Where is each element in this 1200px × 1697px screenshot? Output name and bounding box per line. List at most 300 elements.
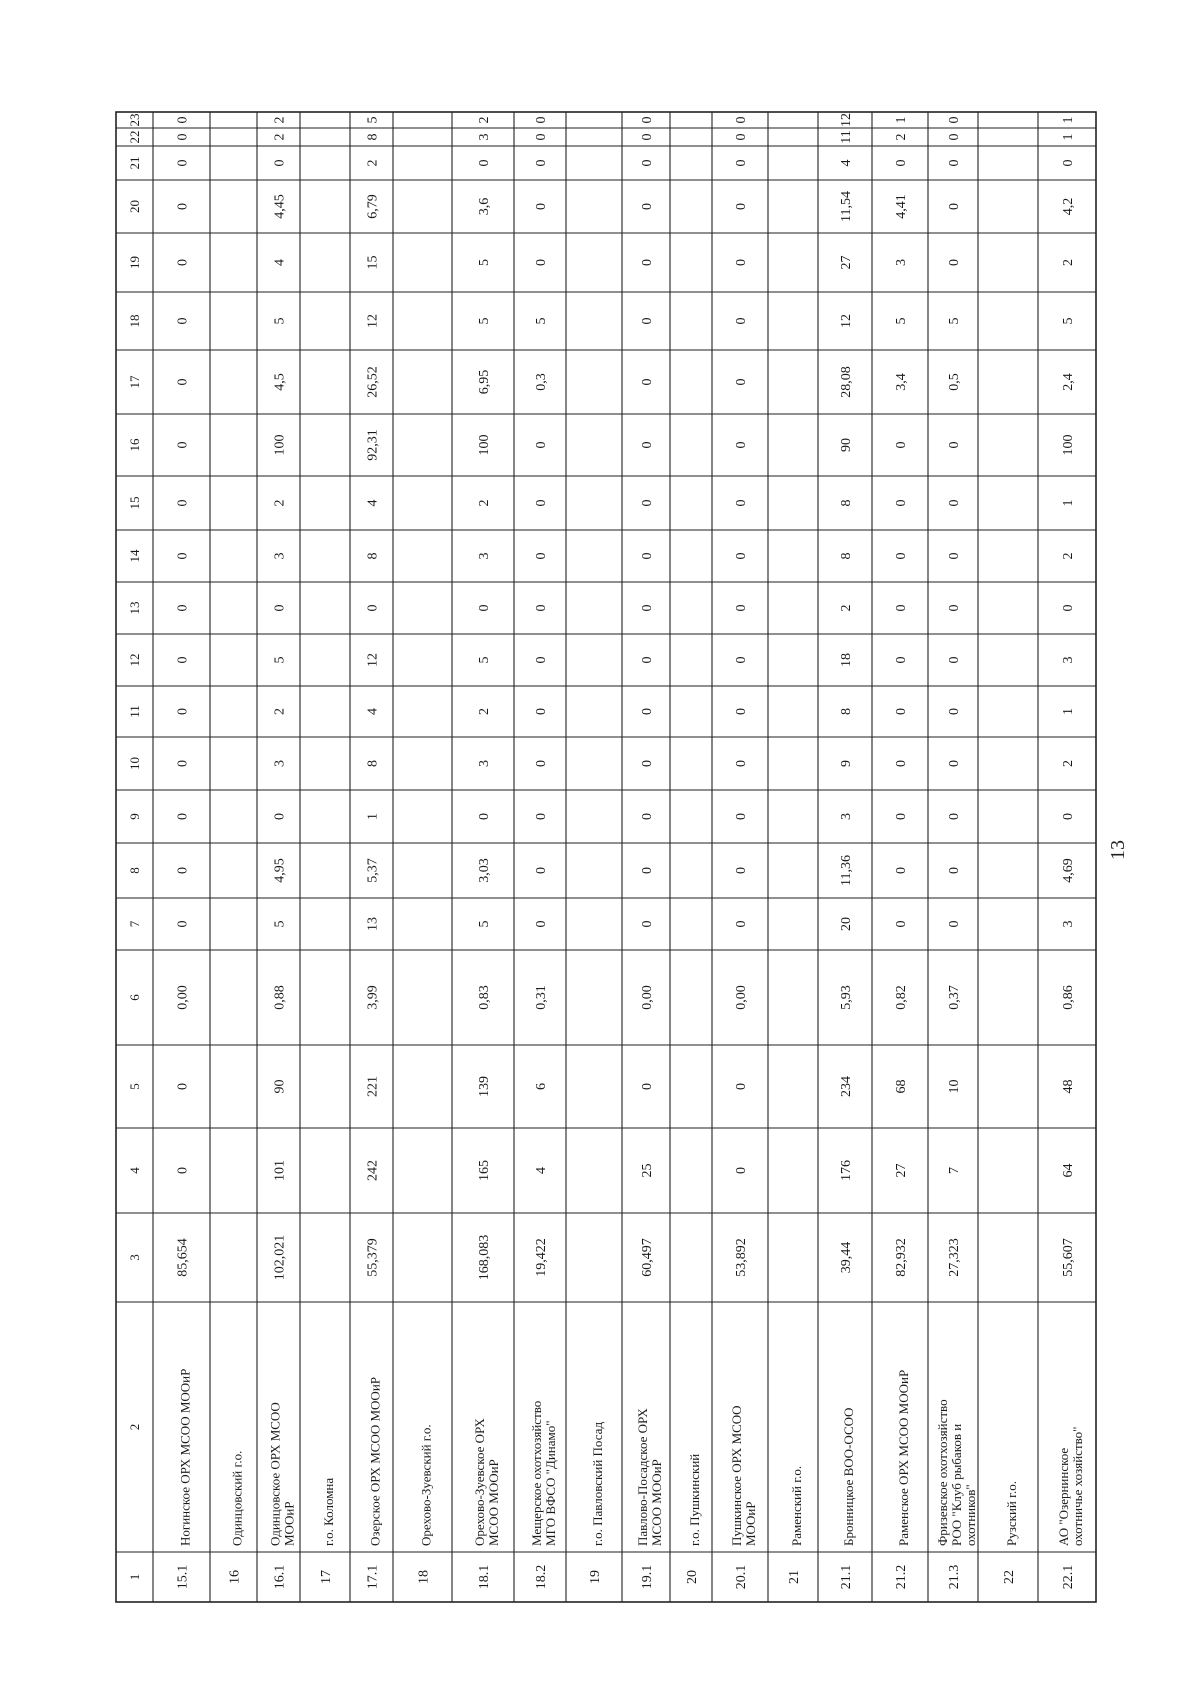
cell-name: Раменский г.о. bbox=[789, 1465, 804, 1546]
column-number: 21 bbox=[127, 156, 143, 170]
cell-value: 0 bbox=[175, 867, 191, 874]
cell-value: 0 bbox=[175, 813, 191, 820]
cell-value: 6 bbox=[533, 1083, 549, 1090]
cell-value: 12 bbox=[365, 314, 381, 328]
cell-value: 92,31 bbox=[365, 429, 381, 461]
header-row bbox=[127, 114, 142, 1581]
cell-value: 1 bbox=[1060, 499, 1076, 507]
cell-value: 0 bbox=[733, 552, 749, 560]
cell-value: 0 bbox=[175, 1083, 191, 1090]
cell-value: 0 bbox=[175, 317, 191, 325]
cell-value: 5 bbox=[1060, 317, 1076, 325]
cell-value: 0 bbox=[533, 499, 549, 507]
cell-name: Павлово-Посадское ОРХМСОО МООиР bbox=[635, 1408, 664, 1546]
cell-name: Ногинское ОРХ МСОО МООиР bbox=[177, 1368, 193, 1546]
table-row bbox=[1056, 117, 1085, 1590]
column-number: 5 bbox=[127, 1083, 143, 1090]
cell-name: Бронницкое ВОО-ОСОО bbox=[841, 1407, 856, 1546]
cell-value: 100 bbox=[476, 434, 492, 456]
row-id: 15.1 bbox=[175, 1564, 191, 1590]
cell-value: 0 bbox=[733, 203, 749, 210]
cell-value: 0 bbox=[946, 920, 962, 928]
cell-value: 27,323 bbox=[946, 1238, 962, 1277]
cell-value: 0 bbox=[946, 813, 962, 820]
cell-value: 0 bbox=[639, 867, 655, 874]
cell-value: 5 bbox=[476, 317, 492, 325]
cell-value: 0 bbox=[733, 378, 749, 386]
cell-value: 0,82 bbox=[893, 985, 909, 1010]
cell-value: 221 bbox=[365, 1076, 381, 1097]
cell-name: АО "Озернинскоеохотничье хозяйство" bbox=[1056, 1426, 1085, 1546]
table-row bbox=[685, 1454, 702, 1584]
cell-value: 4,69 bbox=[1060, 858, 1076, 883]
cell-value: 1 bbox=[1060, 116, 1076, 124]
cell-value: 1 bbox=[1060, 133, 1076, 141]
cell-value: 5 bbox=[476, 259, 492, 266]
cell-value: 0 bbox=[533, 656, 549, 664]
cell-value: 2 bbox=[838, 604, 854, 612]
cell-value: 3,4 bbox=[893, 373, 909, 391]
cell-value: 0,5 bbox=[946, 373, 962, 391]
table-row bbox=[635, 117, 664, 1590]
column-number: 18 bbox=[127, 314, 143, 328]
cell-value: 4 bbox=[365, 708, 381, 715]
cell-value: 13 bbox=[365, 917, 381, 931]
cell-value: 0,3 bbox=[533, 373, 549, 391]
cell-value: 6,79 bbox=[365, 194, 381, 219]
cell-value: 4 bbox=[272, 259, 288, 266]
cell-value: 0 bbox=[175, 1167, 191, 1174]
cell-value: 1 bbox=[1060, 708, 1076, 715]
cell-value: 0 bbox=[639, 441, 655, 449]
table-row bbox=[588, 1422, 605, 1584]
table-row bbox=[227, 1451, 244, 1584]
cell-value: 0 bbox=[893, 708, 909, 715]
row-id: 20.1 bbox=[733, 1564, 749, 1590]
cell-value: 2 bbox=[365, 159, 381, 167]
cell-value: 3,03 bbox=[476, 858, 492, 883]
cell-value: 0 bbox=[533, 441, 549, 449]
cell-value: 3 bbox=[272, 552, 288, 560]
cell-value: 27 bbox=[838, 255, 854, 270]
cell-value: 0 bbox=[476, 604, 492, 612]
column-number: 1 bbox=[127, 1573, 143, 1581]
cell-value: 4,45 bbox=[272, 194, 288, 219]
cell-value: 0 bbox=[639, 552, 655, 560]
cell-value: 8 bbox=[365, 760, 381, 767]
column-number: 20 bbox=[127, 200, 143, 213]
cell-value: 5 bbox=[476, 656, 492, 664]
cell-name: Пушкинское ОРХ МСООМООиР bbox=[729, 1405, 758, 1546]
cell-value: 0 bbox=[175, 116, 191, 124]
cell-value: 0 bbox=[733, 116, 749, 124]
cell-value: 15 bbox=[365, 255, 381, 270]
cell-value: 0 bbox=[946, 441, 962, 449]
cell-value: 0 bbox=[639, 813, 655, 820]
cell-value: 101 bbox=[272, 1160, 288, 1181]
cell-value: 0 bbox=[893, 499, 909, 507]
cell-value: 0 bbox=[946, 116, 962, 124]
column-number: 7 bbox=[127, 920, 143, 928]
cell-value: 0 bbox=[175, 378, 191, 386]
column-number: 8 bbox=[127, 867, 143, 874]
cell-value: 11 bbox=[838, 130, 854, 144]
cell-value: 0 bbox=[733, 259, 749, 266]
cell-value: 0,00 bbox=[733, 985, 749, 1010]
cell-value: 2 bbox=[272, 708, 288, 715]
row-id: 17.1 bbox=[365, 1564, 381, 1590]
cell-value: 8 bbox=[838, 552, 854, 560]
cell-value: 9 bbox=[838, 760, 854, 767]
column-number: 2 bbox=[127, 1423, 143, 1431]
cell-value: 0 bbox=[893, 867, 909, 874]
cell-value: 0 bbox=[175, 441, 191, 449]
cell-value: 242 bbox=[365, 1160, 381, 1181]
table-row bbox=[365, 117, 382, 1590]
cell-value: 28,08 bbox=[838, 366, 854, 398]
cell-value: 234 bbox=[838, 1076, 854, 1097]
cell-value: 0 bbox=[639, 604, 655, 612]
cell-value: 3 bbox=[838, 813, 854, 820]
cell-value: 19,422 bbox=[533, 1238, 549, 1277]
cell-value: 0 bbox=[639, 317, 655, 325]
cell-value: 0 bbox=[893, 760, 909, 767]
column-number: 13 bbox=[127, 601, 143, 615]
cell-value: 3 bbox=[476, 552, 492, 560]
cell-value: 0 bbox=[733, 133, 749, 141]
cell-value: 0 bbox=[946, 656, 962, 664]
cell-value: 8 bbox=[365, 133, 381, 141]
cell-name: Одинцовское ОРХ МСООМООиР bbox=[267, 1402, 297, 1546]
column-number: 11 bbox=[127, 705, 143, 718]
cell-value: 1 bbox=[893, 116, 909, 124]
cell-value: 3 bbox=[476, 760, 492, 767]
cell-value: 0 bbox=[365, 604, 381, 612]
cell-value: 5 bbox=[893, 317, 909, 325]
cell-value: 0 bbox=[639, 259, 655, 266]
table-row bbox=[175, 117, 192, 1590]
row-id: 17 bbox=[318, 1570, 334, 1584]
row-id: 20 bbox=[684, 1570, 700, 1584]
column-number: 12 bbox=[127, 653, 143, 667]
cell-value: 100 bbox=[1060, 434, 1076, 456]
row-id: 19 bbox=[587, 1570, 603, 1584]
cell-value: 139 bbox=[476, 1076, 492, 1097]
cell-value: 3,6 bbox=[476, 197, 492, 216]
cell-value: 0 bbox=[733, 1167, 749, 1174]
cell-value: 82,932 bbox=[893, 1238, 909, 1277]
table-border bbox=[116, 112, 1096, 1602]
row-id: 22.1 bbox=[1060, 1564, 1076, 1590]
cell-value: 0 bbox=[476, 813, 492, 820]
cell-value: 4 bbox=[365, 499, 381, 507]
page-number: 13 bbox=[1107, 840, 1129, 860]
cell-value: 2 bbox=[476, 499, 492, 507]
cell-value: 3 bbox=[272, 760, 288, 767]
cell-value: 0,31 bbox=[533, 985, 549, 1010]
cell-value: 0 bbox=[1060, 813, 1076, 820]
cell-value: 2 bbox=[1060, 552, 1076, 560]
cell-value: 100 bbox=[272, 434, 288, 456]
cell-value: 0 bbox=[946, 499, 962, 507]
row-id: 21.3 bbox=[946, 1564, 962, 1590]
cell-name: Одинцовский г.о. bbox=[229, 1450, 245, 1546]
cell-value: 25 bbox=[639, 1163, 655, 1178]
cell-value: 0 bbox=[175, 708, 191, 715]
cell-value: 0 bbox=[1060, 604, 1076, 612]
column-number: 16 bbox=[127, 438, 143, 452]
cell-value: 60,497 bbox=[639, 1238, 655, 1277]
cell-value: 176 bbox=[838, 1160, 854, 1181]
cell-value: 0 bbox=[533, 604, 549, 612]
cell-value: 12 bbox=[838, 113, 854, 127]
cell-value: 0 bbox=[639, 1083, 655, 1090]
table-row bbox=[729, 117, 758, 1590]
cell-value: 0 bbox=[733, 656, 749, 664]
cell-value: 0 bbox=[733, 1083, 749, 1090]
cell-value: 3 bbox=[476, 133, 492, 141]
cell-value: 4,2 bbox=[1060, 197, 1076, 216]
table-row bbox=[319, 1478, 336, 1584]
cell-value: 55,379 bbox=[365, 1238, 381, 1277]
cell-value: 165 bbox=[476, 1160, 492, 1181]
table-row bbox=[529, 117, 558, 1590]
cell-value: 90 bbox=[272, 1079, 288, 1094]
cell-value: 1 bbox=[365, 813, 381, 820]
cell-value: 0 bbox=[533, 708, 549, 715]
cell-name: г.о. Пушкинский bbox=[687, 1453, 702, 1546]
cell-value: 0 bbox=[533, 203, 549, 210]
cell-value: 85,654 bbox=[175, 1238, 191, 1277]
cell-value: 0 bbox=[1060, 159, 1076, 167]
cell-value: 0 bbox=[946, 867, 962, 874]
column-number: 14 bbox=[127, 549, 143, 563]
cell-value: 0 bbox=[946, 760, 962, 767]
cell-value: 26,52 bbox=[365, 366, 381, 398]
cell-name: Орехово-Зуевский г.о. bbox=[418, 1424, 434, 1546]
cell-name: Озерское ОРХ МСОО МООиР bbox=[367, 1376, 383, 1546]
cell-value: 0 bbox=[946, 604, 962, 612]
column-number: 6 bbox=[127, 994, 143, 1001]
column-number: 9 bbox=[127, 813, 143, 820]
cell-value: 4,5 bbox=[272, 373, 288, 391]
row-id: 21.2 bbox=[893, 1564, 909, 1590]
cell-value: 5 bbox=[272, 317, 288, 325]
cell-value: 11,36 bbox=[838, 855, 854, 886]
cell-value: 0,88 bbox=[272, 985, 288, 1010]
cell-value: 0 bbox=[533, 867, 549, 874]
cell-value: 102,021 bbox=[272, 1234, 288, 1281]
table-row bbox=[472, 117, 501, 1590]
cell-value: 0 bbox=[733, 813, 749, 820]
cell-value: 11,54 bbox=[838, 191, 854, 222]
cell-value: 0 bbox=[733, 317, 749, 325]
cell-value: 4 bbox=[533, 1167, 549, 1174]
cell-value: 0 bbox=[733, 708, 749, 715]
cell-value: 39,44 bbox=[838, 1241, 854, 1274]
column-number: 15 bbox=[127, 496, 143, 510]
cell-value: 0 bbox=[175, 159, 191, 167]
cell-name: г.о. Павловский Посад bbox=[590, 1421, 605, 1546]
cell-value: 0,86 bbox=[1060, 985, 1076, 1010]
cell-value: 48 bbox=[1060, 1079, 1076, 1094]
column-number: 19 bbox=[127, 256, 143, 269]
cell-value: 0 bbox=[639, 133, 655, 141]
cell-value: 2 bbox=[476, 116, 492, 124]
cell-value: 0 bbox=[533, 813, 549, 820]
cell-value: 0 bbox=[639, 159, 655, 167]
column-number: 10 bbox=[127, 757, 143, 770]
cell-value: 0 bbox=[639, 920, 655, 928]
cell-value: 0 bbox=[639, 656, 655, 664]
cell-value: 0 bbox=[946, 133, 962, 141]
cell-name: Фризевское охотхозяйствоРОО "Клуб рыбаков иохотников" bbox=[935, 1399, 978, 1546]
cell-value: 0 bbox=[893, 159, 909, 167]
cell-value: 5 bbox=[365, 116, 381, 124]
cell-value: 0,83 bbox=[476, 985, 492, 1010]
cell-value: 6,95 bbox=[476, 369, 492, 395]
cell-value: 12 bbox=[365, 653, 381, 667]
cell-name: г.о. Коломна bbox=[321, 1477, 336, 1546]
cell-value: 0 bbox=[639, 760, 655, 767]
cell-value: 0 bbox=[893, 604, 909, 612]
cell-value: 0 bbox=[272, 159, 288, 167]
cell-value: 5 bbox=[272, 920, 288, 928]
cell-value: 0 bbox=[639, 203, 655, 210]
cell-value: 8 bbox=[838, 499, 854, 507]
row-id: 21 bbox=[786, 1570, 802, 1584]
cell-value: 12 bbox=[838, 314, 854, 328]
cell-value: 0 bbox=[893, 552, 909, 560]
table-row bbox=[839, 113, 856, 1589]
cell-value: 10 bbox=[946, 1079, 962, 1094]
column-number: 17 bbox=[127, 375, 143, 389]
cell-value: 0 bbox=[639, 116, 655, 124]
cell-value: 0 bbox=[946, 203, 962, 210]
cell-value: 0 bbox=[476, 159, 492, 167]
cell-value: 4 bbox=[838, 159, 854, 167]
cell-value: 5,37 bbox=[365, 858, 381, 883]
table-row bbox=[935, 117, 978, 1590]
row-id: 16 bbox=[227, 1570, 243, 1584]
row-id: 18 bbox=[416, 1570, 432, 1584]
row-id: 16.1 bbox=[272, 1564, 288, 1590]
data-table bbox=[116, 112, 1096, 1602]
cell-value: 0,00 bbox=[175, 985, 191, 1010]
cell-value: 0 bbox=[175, 259, 191, 266]
cell-value: 0 bbox=[533, 760, 549, 767]
cell-value: 0 bbox=[733, 159, 749, 167]
cell-value: 0 bbox=[175, 552, 191, 560]
cell-value: 0 bbox=[893, 920, 909, 928]
cell-value: 0 bbox=[175, 604, 191, 612]
row-id: 21.1 bbox=[838, 1564, 854, 1590]
cell-value: 0 bbox=[533, 259, 549, 266]
cell-value: 0 bbox=[893, 813, 909, 820]
table-row bbox=[268, 117, 297, 1590]
cell-value: 27 bbox=[893, 1163, 909, 1178]
cell-value: 0 bbox=[175, 656, 191, 664]
cell-value: 0 bbox=[946, 552, 962, 560]
cell-value: 0 bbox=[733, 499, 749, 507]
cell-value: 2 bbox=[1060, 259, 1076, 266]
cell-name: Орехово-Зуевское ОРХМСОО МООиР bbox=[472, 1418, 501, 1546]
row-id: 18.1 bbox=[476, 1564, 492, 1590]
cell-value: 0 bbox=[175, 760, 191, 767]
cell-value: 0 bbox=[946, 708, 962, 715]
cell-value: 0 bbox=[272, 813, 288, 820]
cell-value: 5 bbox=[533, 317, 549, 325]
cell-value: 0 bbox=[639, 708, 655, 715]
cell-value: 0 bbox=[893, 656, 909, 664]
cell-value: 2 bbox=[893, 133, 909, 141]
cell-value: 3 bbox=[893, 259, 909, 266]
row-id: 22 bbox=[1001, 1570, 1017, 1584]
column-number: 3 bbox=[127, 1254, 143, 1261]
cell-value: 0,37 bbox=[946, 985, 962, 1010]
cell-value: 20 bbox=[838, 917, 854, 931]
table-row bbox=[787, 1466, 804, 1584]
cell-value: 0 bbox=[272, 604, 288, 612]
cell-value: 0 bbox=[533, 159, 549, 167]
cell-value: 68 bbox=[893, 1079, 909, 1094]
cell-value: 0 bbox=[639, 499, 655, 507]
cell-value: 3 bbox=[1060, 656, 1076, 664]
row-id: 19.1 bbox=[639, 1564, 655, 1590]
cell-value: 0 bbox=[733, 920, 749, 928]
cell-value: 53,892 bbox=[733, 1238, 749, 1277]
cell-value: 4,41 bbox=[893, 194, 909, 219]
cell-value: 0 bbox=[175, 920, 191, 928]
cell-value: 0 bbox=[733, 760, 749, 767]
cell-value: 0 bbox=[733, 604, 749, 612]
cell-value: 7 bbox=[946, 1167, 962, 1174]
cell-value: 2 bbox=[272, 133, 288, 141]
cell-name: Мещерское охотхозяйствоМГО ВФСО "Динамо" bbox=[529, 1400, 558, 1546]
cell-value: 90 bbox=[838, 438, 854, 452]
cell-value: 0 bbox=[733, 867, 749, 874]
cell-value: 5 bbox=[476, 920, 492, 928]
row-id: 18.2 bbox=[533, 1564, 549, 1590]
table-row bbox=[416, 1424, 433, 1584]
cell-value: 8 bbox=[365, 552, 381, 560]
table-row bbox=[1002, 1481, 1019, 1584]
cell-value: 0 bbox=[533, 116, 549, 124]
table-row bbox=[894, 117, 911, 1590]
cell-value: 0 bbox=[946, 259, 962, 266]
cell-value: 3 bbox=[1060, 920, 1076, 928]
cell-value: 2,4 bbox=[1060, 373, 1076, 391]
cell-value: 168,083 bbox=[476, 1234, 492, 1281]
cell-value: 2 bbox=[1060, 760, 1076, 767]
cell-value: 0 bbox=[533, 920, 549, 928]
cell-value: 0 bbox=[639, 378, 655, 386]
cell-value: 2 bbox=[476, 708, 492, 715]
cell-value: 3,99 bbox=[365, 985, 381, 1010]
cell-value: 0,00 bbox=[639, 985, 655, 1010]
cell-value: 4,95 bbox=[272, 858, 288, 883]
cell-value: 18 bbox=[838, 653, 854, 667]
cell-value: 0 bbox=[175, 499, 191, 507]
cell-name: Рузский г.о. bbox=[1004, 1481, 1019, 1546]
cell-value: 55,607 bbox=[1060, 1238, 1076, 1277]
column-number: 23 bbox=[127, 113, 143, 127]
cell-value: 64 bbox=[1060, 1163, 1076, 1178]
cell-value: 0 bbox=[175, 133, 191, 141]
cell-value: 0 bbox=[533, 552, 549, 560]
cell-value: 2 bbox=[272, 116, 288, 124]
cell-value: 0 bbox=[733, 441, 749, 449]
